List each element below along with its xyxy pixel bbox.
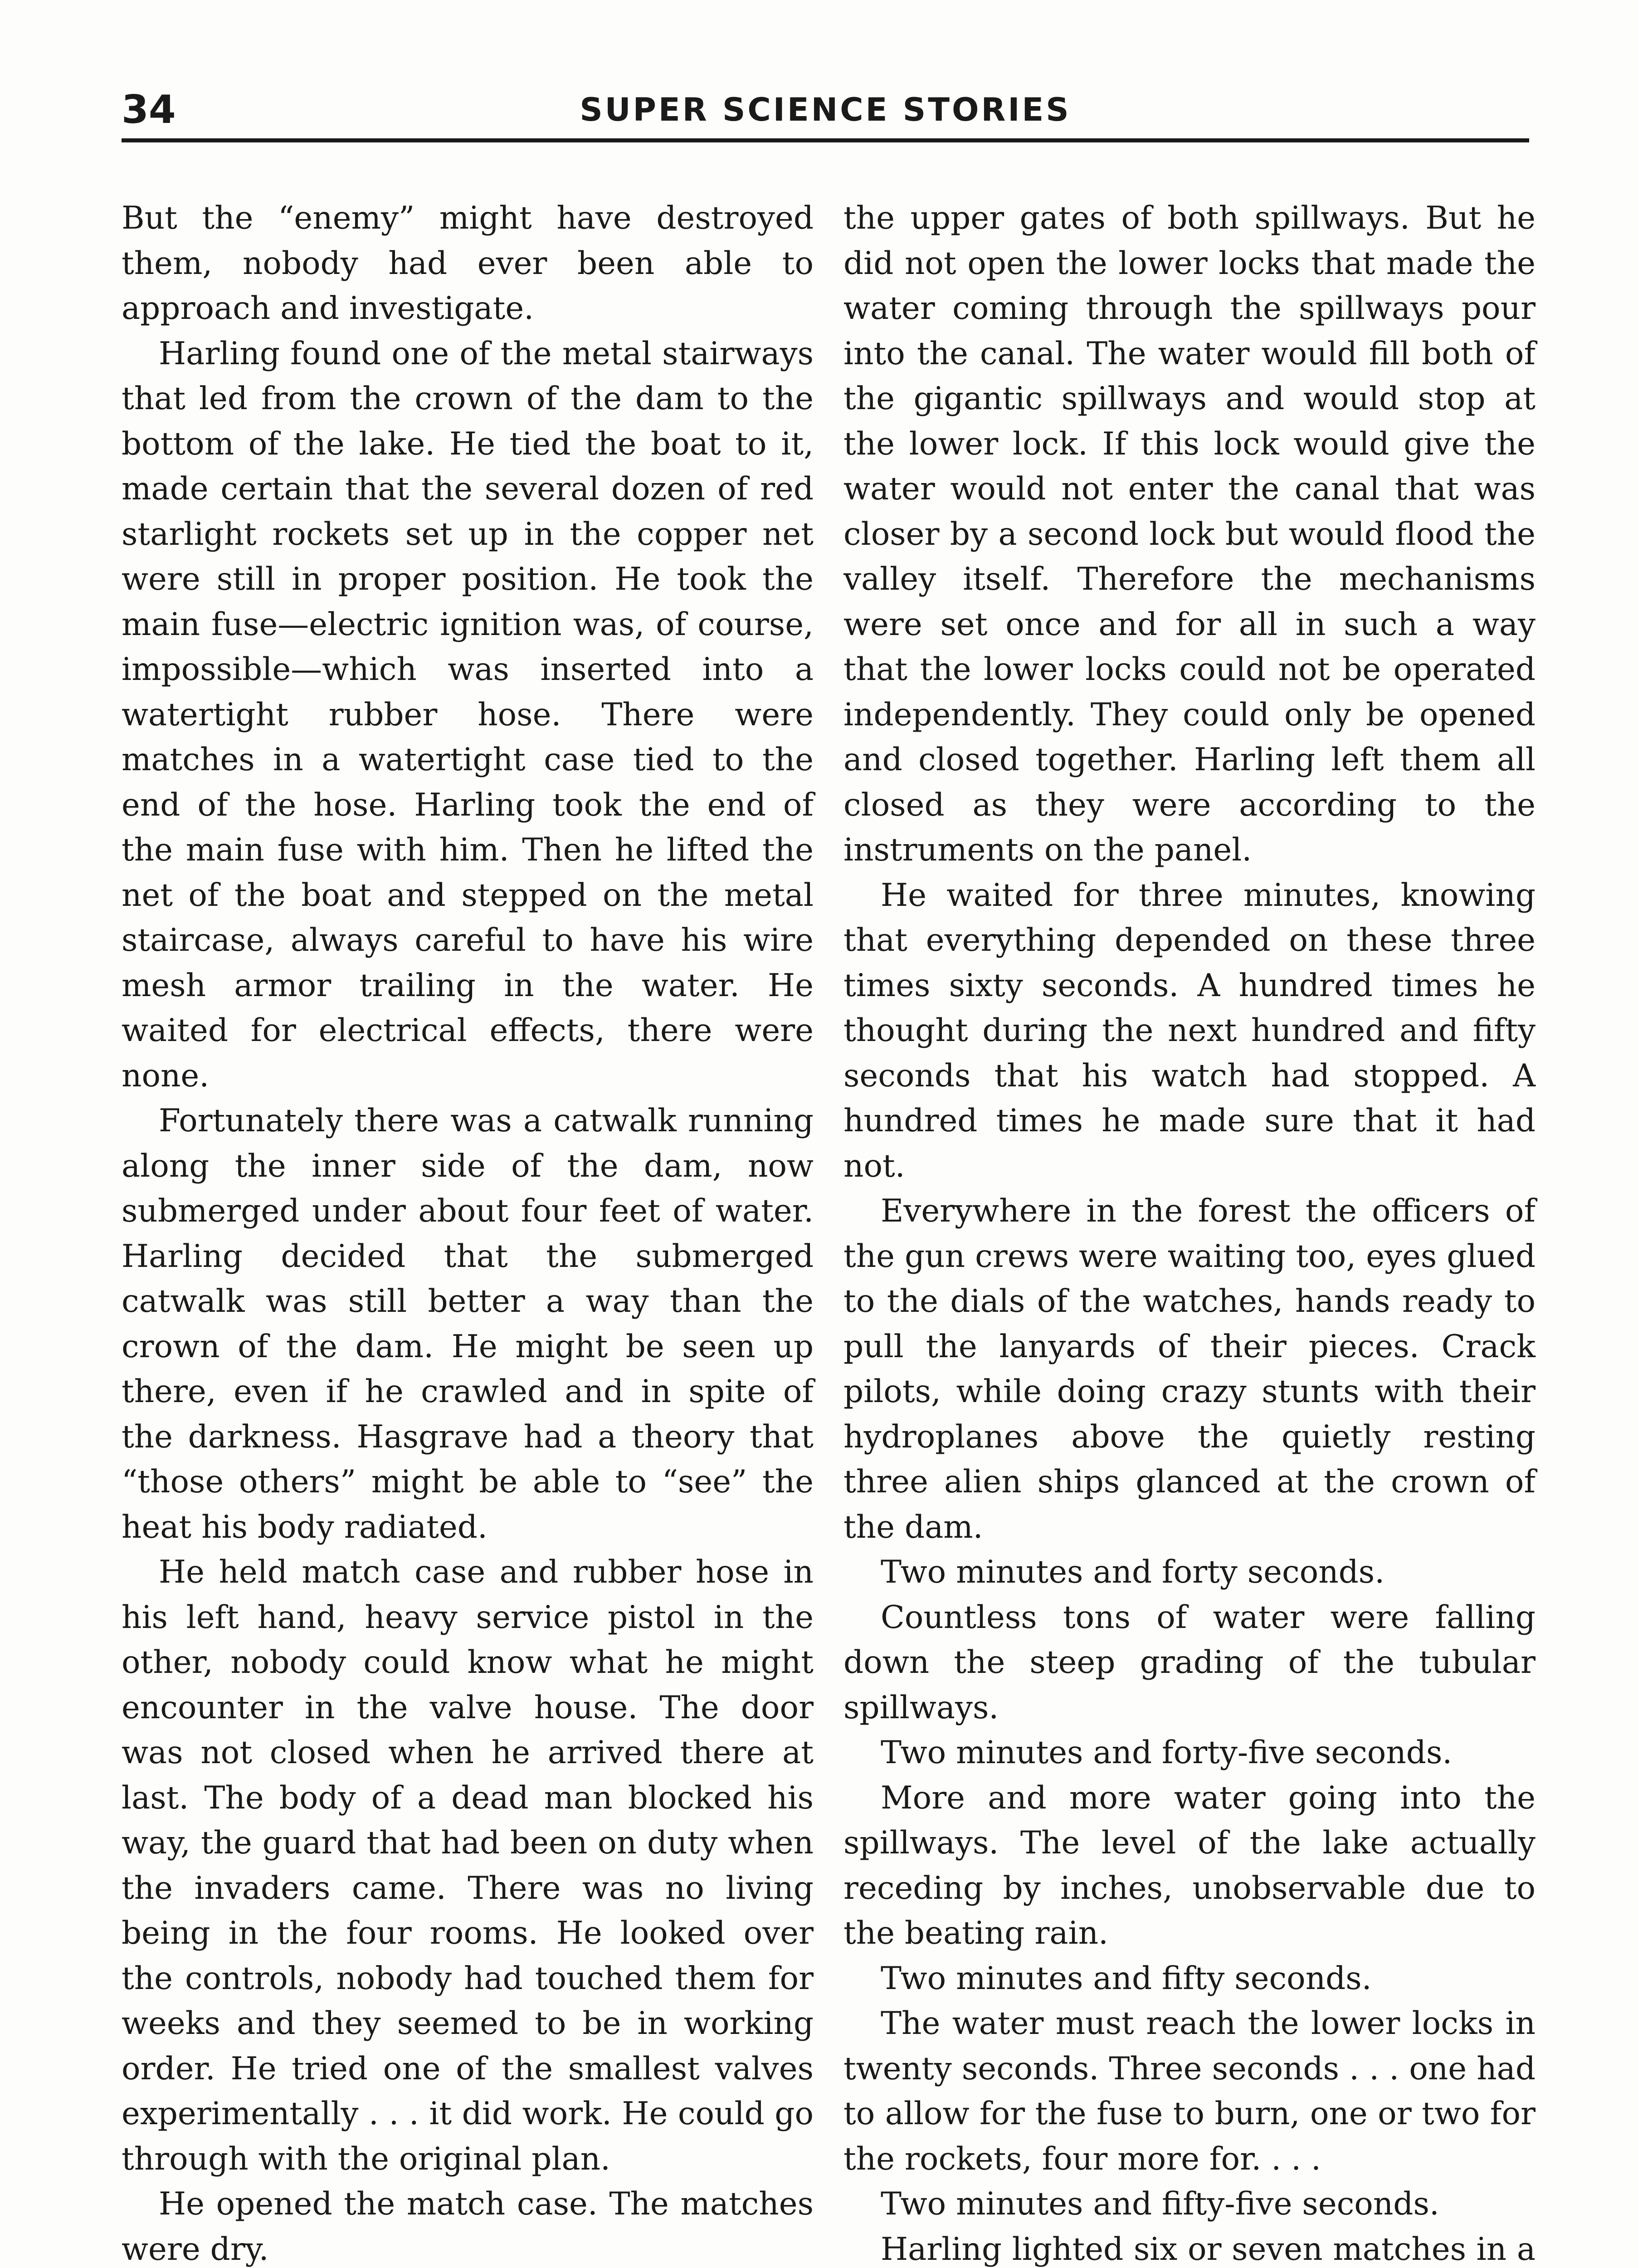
paragraph: the upper gates of both spillways. But he did not open the lower locks that made the water coming through the spillways pour into the canal. The water would fill both of the gigantic spillways and would stop at the lower lock. If this lock would give the water would not enter the canal that was closer by a second lock but would flood the valley itself. Therefore the mechanisms were set once and for all in such a way that the lower locks could not be operated independently. They could only be opened and closed together. Harling left them all closed as they were according to the instruments on the panel. [843,200,1536,868]
paragraph: Two minutes and forty-five seconds. [881,1735,1453,1771]
paragraph: Harling lighted six or seven matches in a [881,2231,1536,2268]
page-header [122,82,1529,141]
paragraph: The water must reach the lower locks in twenty seconds. Three seconds . . . one had to allow for the fuse to burn, one or two for the rockets, four more for. . . . [843,2005,1536,2177]
paragraph: He held match case and rubber hose in his left hand, heavy service pistol in the other, nobody could know what he might encounter in the valve house. The door was not closed when he arrived there at last. The body of a dead man blocked his way, the guard that had been on duty when the invaders came. There was no living being in the four rooms. He looked over the controls, nobody had touched them for weeks and they seemed to be in working order. He tried one of the smallest valves experimentally . . . it did work. He could go through with the original plan. [122,1554,814,2177]
paragraph: Harling found one of the metal stairways that led from the crown of the dam to the bottom of the lake. He tied the boat to it, made certain that the several dozen of red starlight rockets set up in the copper net were still in proper position. He took the main fuse—electric ignition was, of course, impossible—which was inserted into a watertight rubber hose. There were matches in a watertight case tied to the end of the hose. Harling took the end of the main fuse with him. Then he lifted the net of the boat and stepped on the metal staircase, always careful to have his wire mesh armor trailing in the water. He waited for electrical effects, there were none. [122,335,814,1094]
running-head-title: SUPER SCIENCE STORIES [580,91,1071,128]
paragraph: Two minutes and fifty seconds. [881,1960,1372,1997]
paragraph: He waited for three minutes, knowing that everything depended on these three times sixty seconds. A hundred times he thought during the next hundred and fifty seconds that his watch had stopped. A hundred times he made sure that it had not. [843,877,1536,1184]
right-text-column [843,196,1536,2268]
paragraph: Fortunately there was a catwalk running along the inner side of the dam, now submerged under about four feet of water. Harling decided that the submerged catwalk was still better a way than the crown of the dam. He might be seen up there, even if he crawled and in spite of the darkness. Hasgrave had a theory that “those others” might be able to “see” the heat his body radiated. [122,1103,814,1545]
paragraph: More and more water going into the spillways. The level of the lake actually receding by inches, unobservable due to the beating rain. [843,1779,1536,1951]
left-text-column [122,196,814,2268]
paragraph: Countless tons of water were falling down the steep grading of the tubular spillways. [843,1599,1536,1726]
paragraph: But the “enemy” might have destroyed them, nobody had ever been able to approach and investigate. [122,200,814,327]
paragraph: Two minutes and forty seconds. [881,1554,1385,1590]
paragraph: He opened the match case. The matches were dry. [122,2186,814,2268]
paragraph: Everywhere in the forest the officers of the gun crews were waiting too, eyes glued to the dials of the watches, hands ready to pull the lanyards of their pieces. Crack pilots, while doing crazy stunts with their hydroplanes above the quietly resting three alien ships glanced at the crown of the dam. [843,1193,1536,1545]
page-number: 34 [122,87,176,132]
paragraph: Two minutes and fifty-five seconds. [881,2186,1439,2222]
header-rule [122,138,1529,142]
